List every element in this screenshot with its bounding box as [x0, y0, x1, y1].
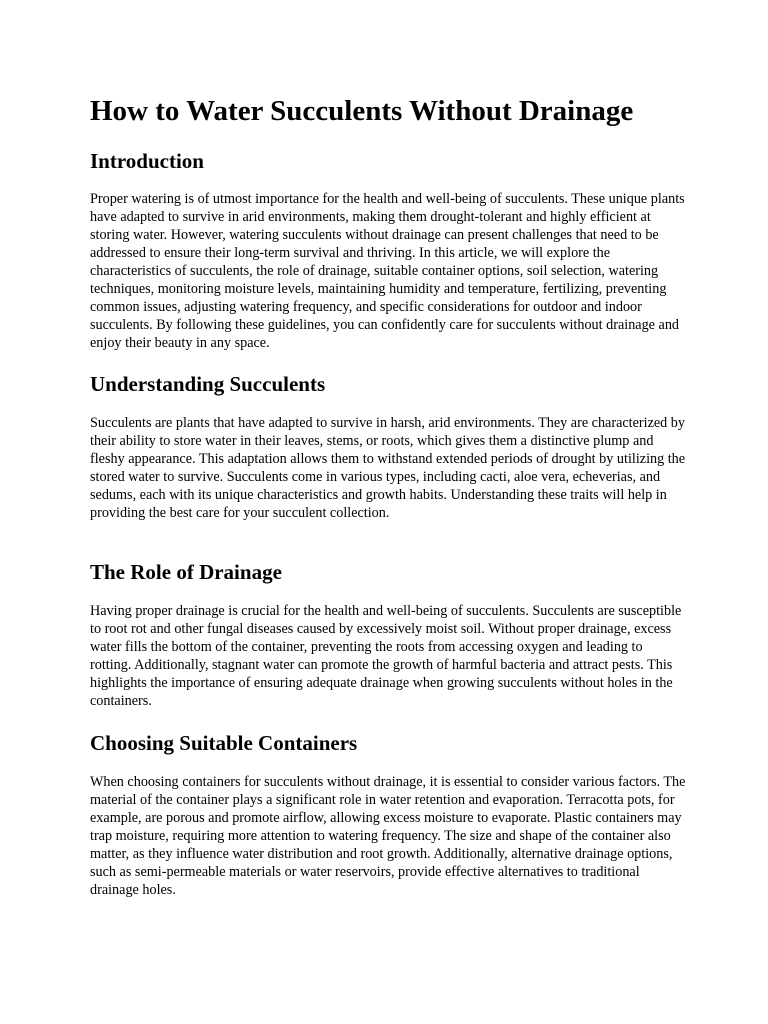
section-heading-choosing-containers: Choosing Suitable Containers: [90, 731, 358, 755]
section-paragraph-choosing-containers: When choosing containers for succulents without drainage, it is essential to consider various factors. The material of the container plays a significant role in water retention and evaporation. Terracotta pots, for example, are porous and promote airflow, allowing excess moisture to evaporate. Plastic containers may trap moisture, requiring more attention to watering frequency. The size and shape of the container also matter, as they influence water distribution and root growth. Additionally, alternative drainage options, such as semi-permeable materials or water reservoirs, provide effective alternatives to traditional drainage holes.: [90, 774, 686, 898]
section-paragraph-introduction: Proper watering is of utmost importance for the health and well-being of succulents. These unique plants have adapted to survive in arid environments, making them drought-tolerant and highly efficient at storing water. However, watering succulents without drainage can present challenges that need to be addressed to ensure their long-term survival and thriving. In this article, we will explore the characteristics of succulents, the role of drainage, suitable container options, soil selection, watering techniques, monitoring moisture levels, maintaining humidity and temperature, fertilizing, preventing common issues, adjusting watering frequency, and specific considerations for outdoor and indoor succulents. By following these guidelines, you can confidently care for succulents without drainage and enjoy their beauty in any space.: [90, 191, 685, 351]
page-title: How to Water Succulents Without Drainage: [90, 95, 634, 127]
section-heading-role-of-drainage: The Role of Drainage: [90, 560, 282, 584]
section-paragraph-understanding-succulents: Succulents are plants that have adapted to survive in harsh, arid environments. They are characterized by their ability to store water in their leaves, stems, or roots, which gives them a distinctive plump and fleshy appearance. This adaptation allows them to withstand extended periods of drought by utilizing the stored water to survive. Succulents come in various types, including cacti, aloe vera, echeverias, and sedums, each with its unique characteristics and growth habits. Understanding these traits will help in providing the best care for your succulent collection.: [90, 415, 686, 521]
section-heading-understanding-succulents: Understanding Succulents: [90, 372, 326, 396]
section-paragraph-role-of-drainage: Having proper drainage is crucial for the health and well-being of succulents. Succulents are susceptible to root rot and other fungal diseases caused by excessively moist soil. Without proper drainage, excess water fills the bottom of the container, preventing the roots from accessing oxygen and leading to rotting. Additionally, stagnant water can promote the growth of harmful bacteria and attract pests. This highlights the importance of ensuring adequate drainage when growing succulents without holes in the containers.: [90, 603, 682, 709]
section-heading-introduction: Introduction: [90, 149, 204, 173]
